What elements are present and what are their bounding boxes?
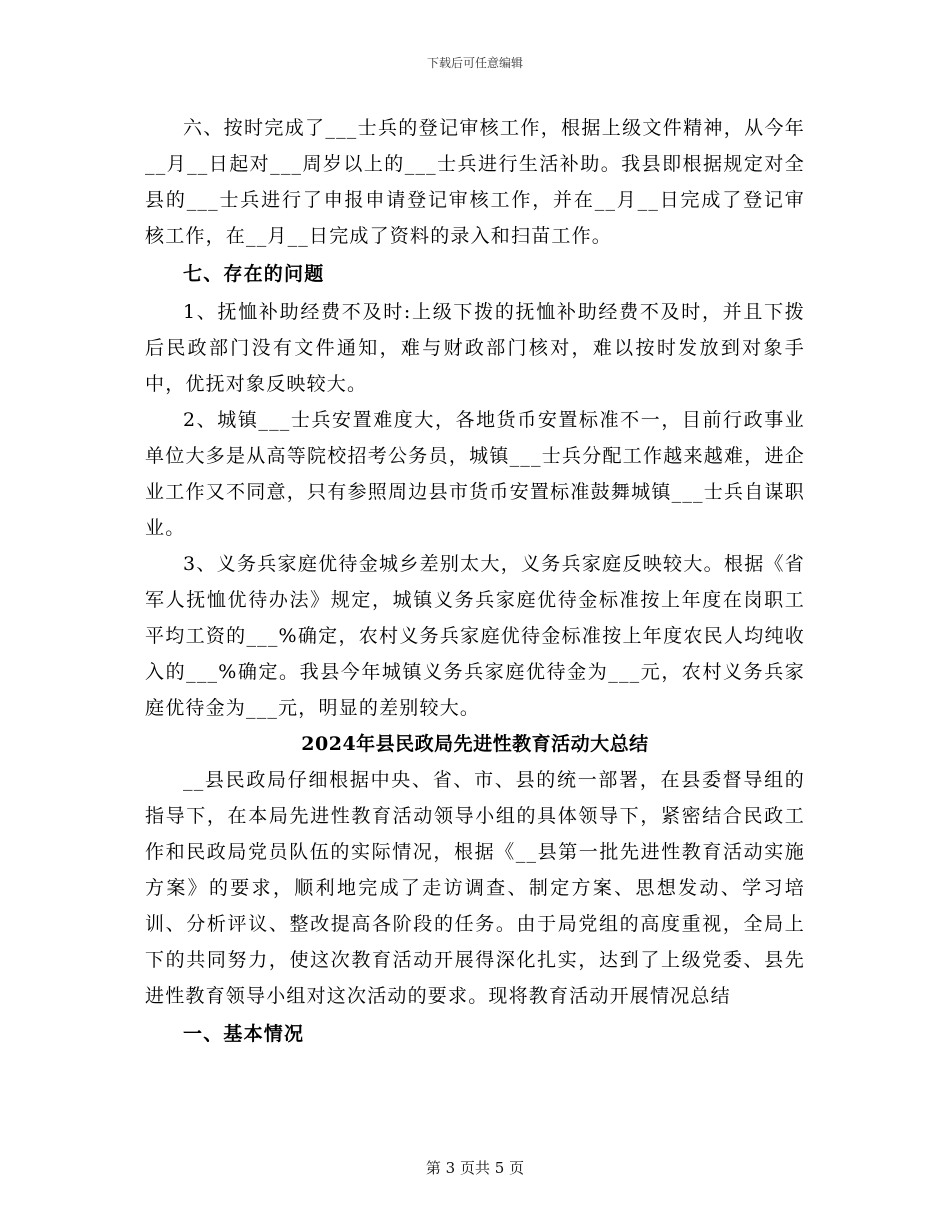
issue-paragraph-3: 3、义务兵家庭优待金城乡差别太大，义务兵家庭反映较大。根据《省军人抚恤优待办法》规定，城镇义务兵家庭优待金标准按上年度在岗职工平均工资的___%确定，农村义务兵家庭优待金标准按上年度农民人均纯收入的___%确定。我县今年城镇义务兵家庭优待金为___元，农村义务兵家庭优待金为___元，明显的差别较大。 — [145, 553, 805, 719]
intro-paragraph: __县民政局仔细根据中央、省、市、县的统一部署，在县委督导组的指导下，在本局先进性教育活动领导小组的具体领导下，紧密结合民政工作和民政局党员队伍的实际情况，根据《__县第一批先进性教育活动实施方案》的要求，顺利地完成了走访调查、制定方案、思想发动、学习培训、分析评议、整改提高各阶段的任务。由于局党组的高度重视，全局上下的共同努力，使这次教育活动开展得深化扎实，达到了上级党委、县先进性教育领导小组对这次活动的要求。现将教育活动开展情况总结 — [145, 769, 805, 1007]
page-header: 下载后可任意编辑 — [426, 56, 523, 70]
issue-paragraph-2: 2、城镇___士兵安置难度大，各地货币安置标准不一，目前行政事业单位大多是从高等院校招考公务员，城镇___士兵分配工作越来越难，进企业工作又不同意，只有参照周边县市货币安置标准鼓舞城镇___士兵自谋职业。 — [145, 409, 805, 539]
document-body — [145, 110, 805, 1054]
paragraph-six: 六、按时完成了___士兵的登记审核工作，根据上级文件精神，从今年__月__日起对___周岁以上的___士兵进行生活补助。我县即根据规定对全县的___士兵进行了申报申请登记审核工作，并在__月__日完成了登记审核工作，在__月__日完成了资料的录入和扫苗工作。 — [145, 117, 805, 247]
document-title: 2024年县民政局先进性教育活动大总结 — [301, 733, 649, 755]
issue-paragraph-1: 1、抚恤补助经费不及时:上级下拨的抚恤补助经费不及时，并且下拨后民政部门没有文件通知，难与财政部门核对，难以按时发放到对象手中，优抚对象反映较大。 — [145, 301, 805, 395]
section-heading-basic: 一、基本情况 — [183, 1023, 305, 1045]
page-footer: 第 3 页共 5 页 — [425, 1159, 525, 1177]
section-heading-problems: 七、存在的问题 — [183, 263, 325, 285]
